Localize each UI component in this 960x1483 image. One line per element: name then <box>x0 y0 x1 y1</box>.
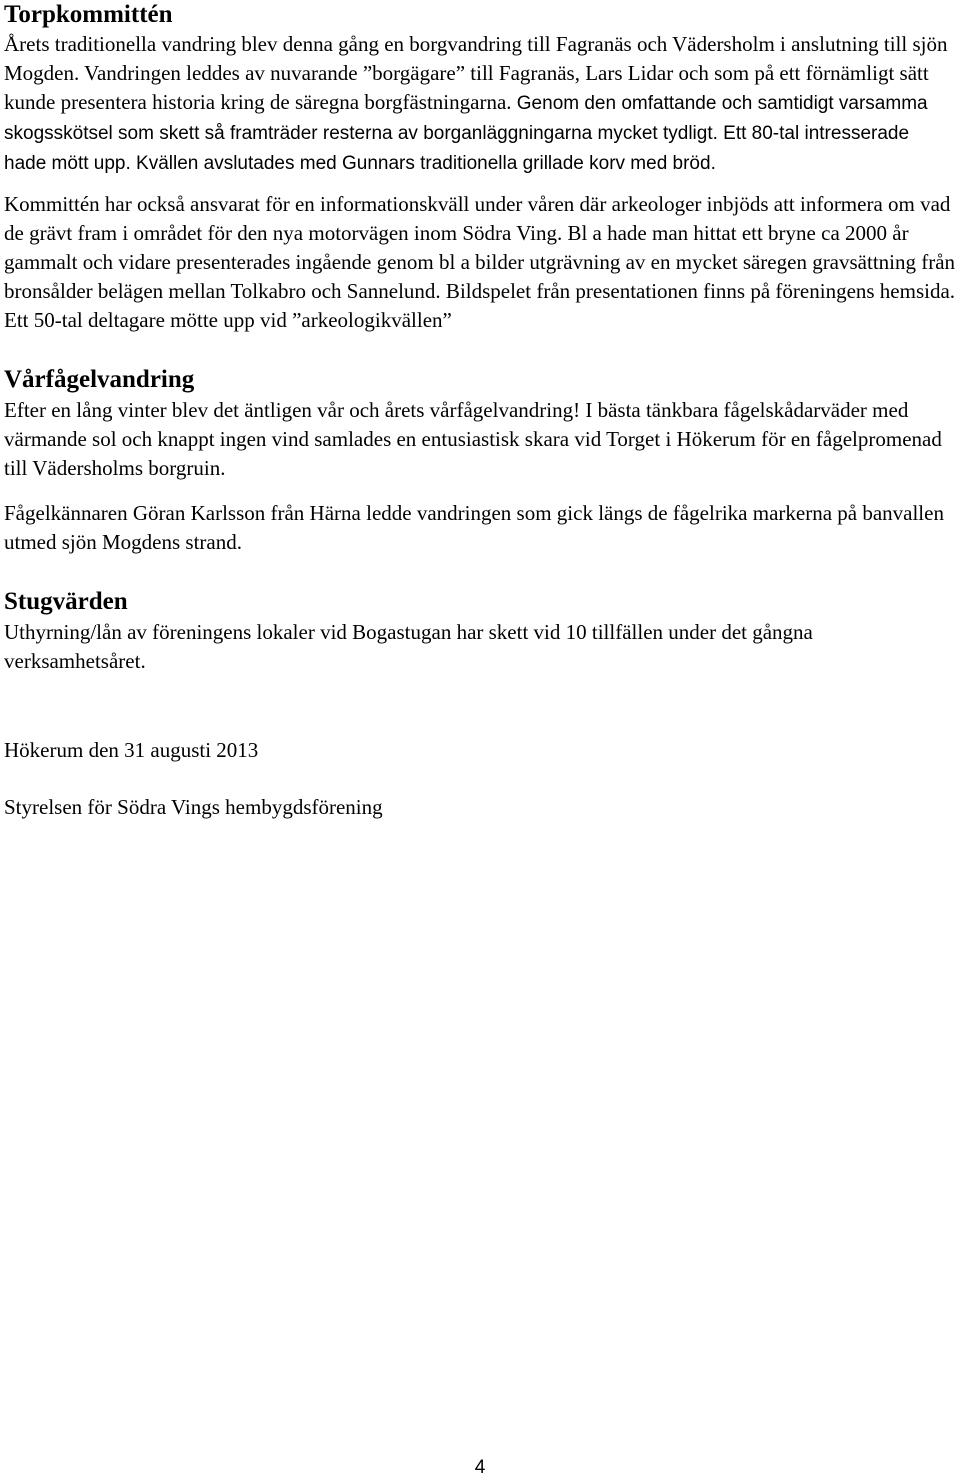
paragraph: Fågelkännaren Göran Karlsson från Härna ledde vandringen som gick längs de fågelrika markerna på banvallen utmed sjön Mogdens strand. <box>4 501 944 554</box>
paragraph <box>4 30 956 178</box>
section-heading: Torpkommittén <box>4 1 173 28</box>
paragraph: Kommittén har också ansvarat för en informationskväll under våren där arkeologer inbjöds att informera om vad de grävt fram i området för den nya motorvägen inom Södra Ving. Bl a hade man hittat ett bryne ca 2000 år gammalt och vidare presenterades ingående genom bl a bilder utgrävning av en mycket säregen gravsättning från bronsålder belägen mellan Tolkabro och Sannelund. Bildspelet från presentationen finns på föreningens hemsida. Ett 50-tal deltagare mötte upp vid ”arkeologikvällen” <box>4 192 956 332</box>
section-heading: Vårfågelvandring <box>4 366 195 393</box>
section-heading: Stugvärden <box>4 588 128 615</box>
signature-line: Styrelsen för Södra Vings hembygdsförening <box>4 795 383 819</box>
place-and-date: Hökerum den 31 augusti 2013 <box>4 738 259 762</box>
page-number: 4 <box>474 1457 486 1478</box>
section-varfagelvandring <box>4 365 956 557</box>
paragraph: Uthyrning/lån av föreningens lokaler vid Bogastugan har skett vid 10 tillfällen under det gångna verksamhetsåret. <box>4 620 813 673</box>
document-body <box>4 0 956 822</box>
paragraph-text-sans: Genom den omfattande och samtidigt varsamma skogsskötsel som skett så framträder resterna av borganläggningarna mycket tydligt. Ett 80-tal intresserade hade mött upp. Kvällen avslutades med Gunnars traditionella grillade korv med bröd. <box>4 93 928 174</box>
paragraph-text-serif: Årets traditionella vandring blev denna gång en borgvandring till Fagranäs och Vädersholm i anslutning till sjön Mogden. Vandringen leddes av nuvarande ”borgägare” till Fagranäs, Lars Lidar och som på ett förnämligt sätt kunde presentera historia kring de säregna borgfästningarna. <box>4 32 948 114</box>
section-stugvarden <box>4 587 956 676</box>
section-torpkommitten <box>4 0 956 335</box>
paragraph: Efter en lång vinter blev det äntligen vår och årets vårfågelvandring! I bästa tänkbara fågelskådarväder med värmande sol och knappt ingen vind samlades en entusiastisk skara vid Torget i Hökerum för en fågelpromenad till Vädersholms borgruin. <box>4 398 942 480</box>
